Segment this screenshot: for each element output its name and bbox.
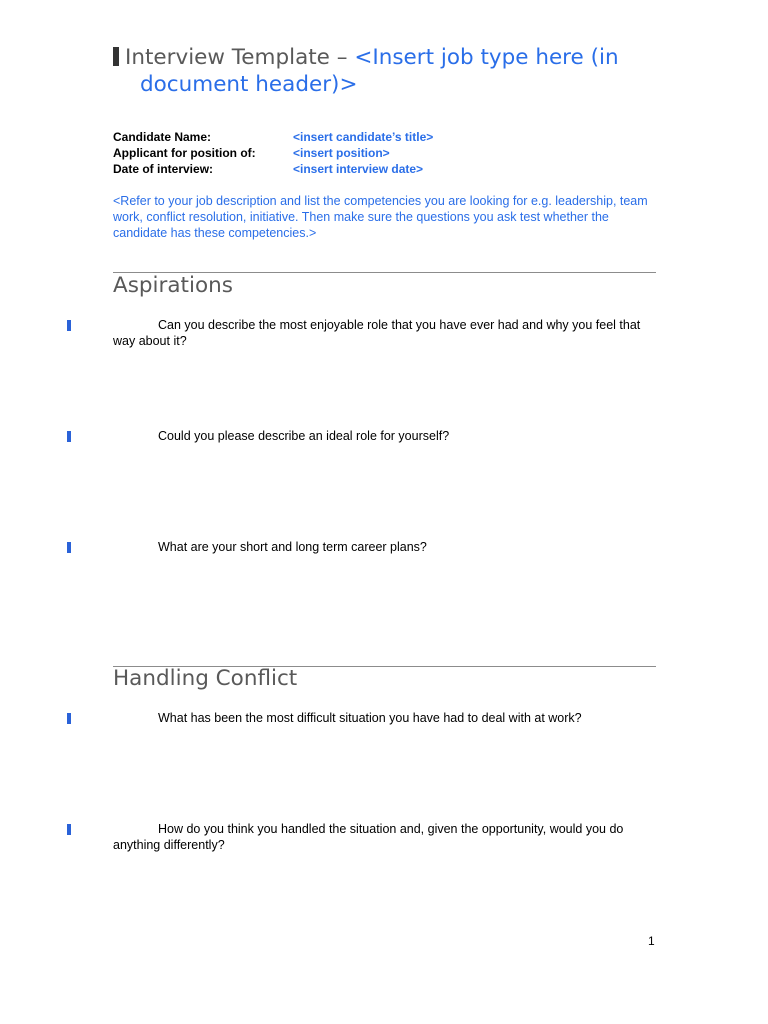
candidate-details — [113, 129, 433, 177]
position-field[interactable]: <insert position> — [293, 146, 390, 160]
detail-row — [113, 145, 433, 161]
title-placeholder-text-line2[interactable]: document header)> — [140, 72, 358, 97]
position-label: Applicant for position of: — [113, 146, 256, 160]
page-number: 1 — [648, 934, 655, 948]
question-marker — [67, 431, 71, 442]
question-marker — [67, 320, 71, 331]
question-text: Could you please describe an ideal role for yourself? — [158, 429, 450, 443]
candidate-name-label: Candidate Name: — [113, 130, 212, 144]
title-placeholder-text[interactable]: <Insert job type here (in — [354, 45, 619, 70]
question-text: What has been the most difficult situation you have had to deal with at work? — [158, 711, 582, 725]
section-heading-handling-conflict: Handling Conflict — [113, 666, 298, 691]
question-text: Can you describe the most enjoyable role that you have ever had and why you feel that way about it? — [113, 318, 641, 348]
interview-date-field[interactable]: <insert interview date> — [293, 162, 424, 176]
document-title — [113, 44, 673, 98]
question-marker — [67, 542, 71, 553]
instructions-text[interactable]: <Refer to your job description and list the competencies you are looking for e.g. leadership, team work, conflict resolution, initiative. Then make sure the questions you ask test whether the candidate has these competencies.> — [113, 194, 648, 240]
heading-marker — [113, 47, 119, 66]
candidate-name-field[interactable]: <insert candidate’s title> — [293, 130, 434, 144]
question-marker — [67, 824, 71, 835]
interview-date-label: Date of interview: — [113, 162, 214, 176]
question-marker — [67, 713, 71, 724]
detail-row — [113, 161, 433, 177]
question-text: How do you think you handled the situation and, given the opportunity, would you do anything differently? — [113, 822, 624, 852]
detail-row — [113, 129, 433, 145]
section-heading-aspirations: Aspirations — [113, 273, 233, 298]
title-static-text: Interview Template – — [125, 45, 355, 70]
question-text: What are your short and long term career plans? — [158, 540, 427, 554]
